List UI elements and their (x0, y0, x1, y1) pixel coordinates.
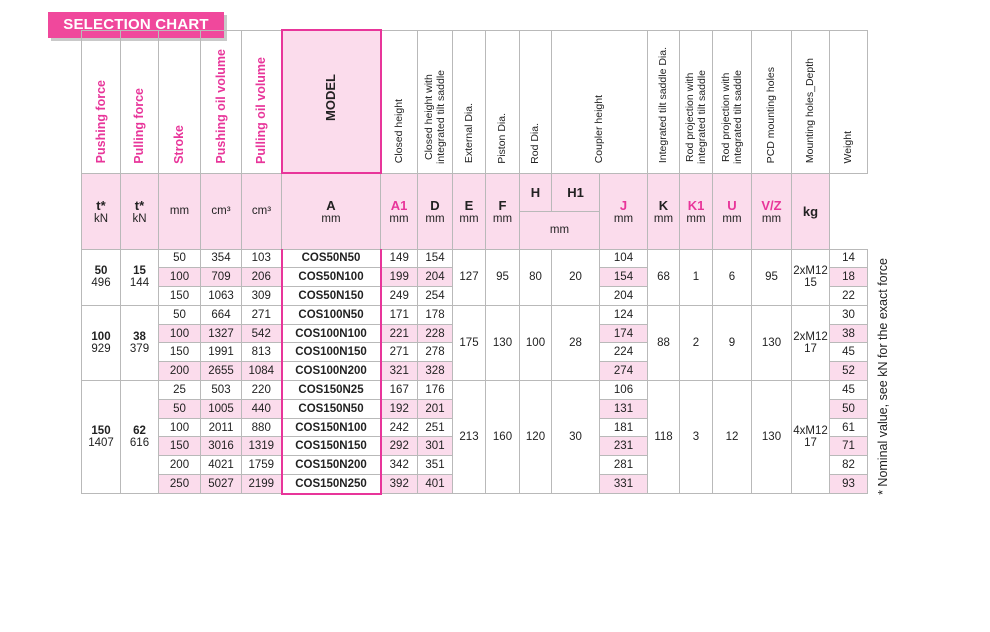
table-cell: 301 (418, 437, 453, 456)
table-cell: 160 (486, 381, 520, 494)
pulling-force-cell: 38 379 (121, 305, 159, 380)
table-cell: 20 (552, 249, 600, 305)
model-cell: COS100N50 (282, 305, 381, 324)
table-cell: 118 (648, 381, 680, 494)
table-cell: 45 (830, 381, 868, 400)
table-cell: 130 (486, 305, 520, 380)
footnote: * Nominal value, see kN for the exact force (876, 258, 890, 495)
model-cell: COS100N100 (282, 324, 381, 343)
model-cell: COS150N250 (282, 475, 381, 494)
table-cell: 254 (418, 287, 453, 306)
unit-stroke: mm (159, 173, 201, 249)
model-cell: COS50N150 (282, 287, 381, 306)
header-rod-projection-1: Rod projection with integrated tilt saddle (680, 30, 713, 173)
unit-F: F mm (486, 173, 520, 249)
table-cell: 6 (713, 249, 752, 305)
table-cell: 204 (418, 268, 453, 287)
table-cell: 271 (242, 305, 282, 324)
table-cell: 106 (600, 381, 648, 400)
header-tilt-saddle-dia: Integrated tilt saddle Dia. (648, 30, 680, 173)
pulling-force-cell: 62 616 (121, 381, 159, 494)
table-cell: 1063 (201, 287, 242, 306)
table-cell: 3016 (201, 437, 242, 456)
table-cell: 249 (381, 287, 418, 306)
table-cell: 200 (159, 456, 201, 475)
table-cell: 14 (830, 249, 868, 268)
table-cell: 150 (159, 343, 201, 362)
table-cell: 100 (159, 418, 201, 437)
model-cell: COS150N50 (282, 399, 381, 418)
table-cell: 50 (830, 399, 868, 418)
header-mounting-holes: Mounting holes_Depth (792, 30, 830, 173)
table-cell: 1084 (242, 362, 282, 381)
header-pushing-oil: Pushing oil volume (201, 30, 242, 173)
table-cell: 149 (381, 249, 418, 268)
table-cell: 709 (201, 268, 242, 287)
table-cell: 93 (830, 475, 868, 494)
table-cell: 224 (600, 343, 648, 362)
table-cell: 281 (600, 456, 648, 475)
table-cell: 1327 (201, 324, 242, 343)
table-cell: 278 (418, 343, 453, 362)
model-cell: COS150N100 (282, 418, 381, 437)
table-cell: 38 (830, 324, 868, 343)
model-cell: COS150N25 (282, 381, 381, 400)
table-cell: 213 (453, 381, 486, 494)
table-row (82, 381, 868, 400)
table-cell: 61 (830, 418, 868, 437)
model-cell: COS150N150 (282, 437, 381, 456)
table-cell: 88 (648, 305, 680, 380)
units-row (82, 173, 868, 211)
table-cell: 18 (830, 268, 868, 287)
header-pcd: PCD mounting holes (752, 30, 792, 173)
table-cell: 200 (159, 362, 201, 381)
table-cell: 392 (381, 475, 418, 494)
table-cell: 2011 (201, 418, 242, 437)
unit-U: U mm (713, 173, 752, 249)
header-stroke: Stroke (159, 30, 201, 173)
table-cell: 271 (381, 343, 418, 362)
table-cell: 401 (418, 475, 453, 494)
header-pushing-force: Pushing force (82, 30, 121, 173)
table-cell: 103 (242, 249, 282, 268)
table-cell: 2 (680, 305, 713, 380)
table-cell: 30 (552, 381, 600, 494)
table-cell: 175 (453, 305, 486, 380)
header-piston-dia: Piston Dia. (486, 30, 520, 173)
unit-E: E mm (453, 173, 486, 249)
table-cell: 80 (520, 249, 552, 305)
header-coupler-height: Coupler height (552, 30, 648, 173)
table-cell: 176 (418, 381, 453, 400)
unit-A1: A1 mm (381, 173, 418, 249)
unit-K1: K1 mm (680, 173, 713, 249)
unit-pull: t* kN (121, 173, 159, 249)
table-cell: 50 (159, 249, 201, 268)
table-cell: 130 (752, 381, 792, 494)
table-cell: 221 (381, 324, 418, 343)
table-cell: 45 (830, 343, 868, 362)
table-cell: 199 (381, 268, 418, 287)
table-cell: 813 (242, 343, 282, 362)
pushing-force-cell: 150 1407 (82, 381, 121, 494)
table-cell: 250 (159, 475, 201, 494)
table-cell: 52 (830, 362, 868, 381)
pushing-force-cell: 50 496 (82, 249, 121, 305)
header-rod-dia: Rod Dia. (520, 30, 552, 173)
table-cell: 124 (600, 305, 648, 324)
table-cell: 174 (600, 324, 648, 343)
table-cell: 274 (600, 362, 648, 381)
table-cell: 100 (159, 268, 201, 287)
unit-K: K mm (648, 173, 680, 249)
model-cell: COS50N100 (282, 268, 381, 287)
table-cell: 5027 (201, 475, 242, 494)
table-cell: 321 (381, 362, 418, 381)
table-cell: 82 (830, 456, 868, 475)
selection-chart-badge: SELECTION CHART (48, 12, 224, 38)
table-cell: 171 (381, 305, 418, 324)
table-cell: 131 (600, 399, 648, 418)
table-cell: 130 (752, 305, 792, 380)
table-cell: 154 (600, 268, 648, 287)
table-cell: 4021 (201, 456, 242, 475)
header-weight: Weight (830, 30, 868, 173)
header-row (82, 30, 868, 173)
table-cell: 71 (830, 437, 868, 456)
table-cell: 120 (520, 381, 552, 494)
table-cell: 201 (418, 399, 453, 418)
table-cell: 100 (159, 324, 201, 343)
table-cell: 1991 (201, 343, 242, 362)
table-cell: 154 (418, 249, 453, 268)
header-closed-height-tilt: Closed height with integrated tilt saddle (418, 30, 453, 173)
table-cell: 342 (381, 456, 418, 475)
table-cell: 28 (552, 305, 600, 380)
table-cell: 181 (600, 418, 648, 437)
table-cell: 354 (201, 249, 242, 268)
table-cell: 50 (159, 305, 201, 324)
header-pulling-force: Pulling force (121, 30, 159, 173)
table-cell: 1005 (201, 399, 242, 418)
table-cell: 2199 (242, 475, 282, 494)
model-cell: COS50N50 (282, 249, 381, 268)
table-cell: 95 (486, 249, 520, 305)
table-cell: 503 (201, 381, 242, 400)
model-cell: COS150N200 (282, 456, 381, 475)
table-cell: 1319 (242, 437, 282, 456)
unit-pull-oil: cm³ (242, 173, 282, 249)
table-cell: 220 (242, 381, 282, 400)
header-pulling-oil: Pulling oil volume (242, 30, 282, 173)
table-cell: 292 (381, 437, 418, 456)
header-model: MODEL (282, 30, 381, 173)
table-cell: 1 (680, 249, 713, 305)
table-cell: 251 (418, 418, 453, 437)
table-cell: 331 (600, 475, 648, 494)
table-cell: 150 (159, 437, 201, 456)
unit-push-oil: cm³ (201, 173, 242, 249)
table-cell: 204 (600, 287, 648, 306)
table-cell: 95 (752, 249, 792, 305)
table-cell: 9 (713, 305, 752, 380)
mounting-holes-cell: 4xM12 17 (792, 381, 830, 494)
model-cell: COS100N200 (282, 362, 381, 381)
table-cell: 178 (418, 305, 453, 324)
unit-H: H (520, 173, 552, 211)
table-cell: 192 (381, 399, 418, 418)
pulling-force-cell: 15 144 (121, 249, 159, 305)
table-cell: 167 (381, 381, 418, 400)
table-cell: 231 (600, 437, 648, 456)
table-cell: 50 (159, 399, 201, 418)
pushing-force-cell: 100 929 (82, 305, 121, 380)
table-cell: 25 (159, 381, 201, 400)
table-cell: 664 (201, 305, 242, 324)
table-cell: 100 (520, 305, 552, 380)
selection-chart-table (81, 29, 868, 495)
unit-J: J mm (600, 173, 648, 249)
table-cell: 30 (830, 305, 868, 324)
table-cell: 104 (600, 249, 648, 268)
table-cell: 2655 (201, 362, 242, 381)
header-closed-height: Closed height (381, 30, 418, 173)
table-cell: 542 (242, 324, 282, 343)
mounting-holes-cell: 2xM12 15 (792, 249, 830, 305)
table-cell: 206 (242, 268, 282, 287)
mounting-holes-cell: 2xM12 17 (792, 305, 830, 380)
header-rod-projection-2: Rod projection with integrated tilt saddle (713, 30, 752, 173)
unit-H1: H1 (552, 173, 600, 211)
table-cell: 242 (381, 418, 418, 437)
table-cell: 1759 (242, 456, 282, 475)
table-cell: 3 (680, 381, 713, 494)
table-cell: 22 (830, 287, 868, 306)
table-cell: 351 (418, 456, 453, 475)
unit-VZ: V/Z mm (752, 173, 792, 249)
table-cell: 228 (418, 324, 453, 343)
unit-push: t* kN (82, 173, 121, 249)
table-cell: 440 (242, 399, 282, 418)
table-cell: 12 (713, 381, 752, 494)
unit-D: D mm (418, 173, 453, 249)
table-row (82, 305, 868, 324)
table-cell: 127 (453, 249, 486, 305)
unit-kg: kg (792, 173, 830, 249)
unit-coupler-mm: mm (520, 211, 600, 249)
table-cell: 328 (418, 362, 453, 381)
table-cell: 309 (242, 287, 282, 306)
table-row (82, 249, 868, 268)
table-cell: 68 (648, 249, 680, 305)
unit-A: A mm (282, 173, 381, 249)
header-external-dia: External Dia. (453, 30, 486, 173)
model-cell: COS100N150 (282, 343, 381, 362)
table-cell: 880 (242, 418, 282, 437)
table-cell: 150 (159, 287, 201, 306)
